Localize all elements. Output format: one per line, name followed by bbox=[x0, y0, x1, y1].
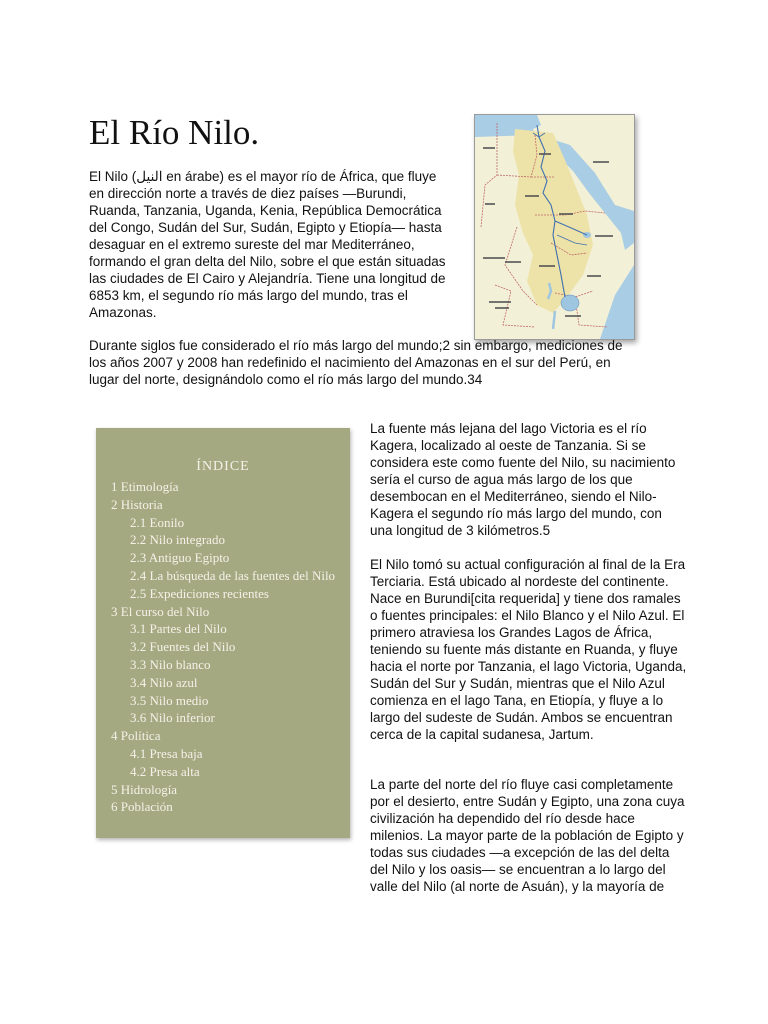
toc-item[interactable]: 6 Población bbox=[111, 799, 173, 815]
toc-item[interactable]: 4.1 Presa baja bbox=[130, 745, 203, 761]
toc-item[interactable]: 2.2 Nilo integrado bbox=[130, 532, 225, 548]
toc-title: ÍNDICE bbox=[196, 459, 250, 474]
toc-item[interactable]: 3 El curso del Nilo bbox=[111, 603, 210, 619]
toc-item[interactable]: 3.4 Nilo azul bbox=[130, 674, 198, 690]
toc-item[interactable]: 2.4 La búsqueda de las fuentes del Nilo bbox=[130, 567, 336, 583]
toc-item[interactable]: 4.2 Presa alta bbox=[130, 763, 200, 779]
toc-item[interactable]: 3.1 Partes del Nilo bbox=[130, 621, 227, 637]
toc-item[interactable]: 3.6 Nilo inferior bbox=[130, 710, 215, 726]
toc-item[interactable]: 2 Historia bbox=[111, 496, 163, 512]
table-of-contents bbox=[96, 428, 350, 838]
toc-item[interactable]: 3.3 Nilo blanco bbox=[130, 656, 211, 672]
page-title: El Río Nilo. bbox=[89, 113, 260, 152]
configuration-paragraph: El Nilo tomó su actual configuración al final de la Era Terciaria. Está ubicado al nordeste del continente. Nace en Burundi[cita requerida] y tiene dos ramales o fuentes principales: el Nilo Blanco y el Nilo Azul. El primero atraviesa los Grandes Lagos de África, teniendo su fuente más distante en Ruanda, y fluye hacia el norte por Tanzania, el lago Victoria, Uganda, Sudán del Sur y Sudán, mientras que el Nilo Azul comienza en el lago Tana, en Etiopía, y fluye a lo largo del sudeste de Sudán. Ambos se encuentran cerca de la capital sudanesa, Jartum. bbox=[370, 557, 687, 742]
history-paragraph: Durante siglos fue considerado el río más largo del mundo;2 sin embargo, mediciones de los años 2007 y 2008 han redefinido el nacimiento del Amazonas en el sur del Perú, en lugar del norte, designándolo como el río más largo del mundo.34 bbox=[89, 338, 623, 387]
toc-item[interactable]: 2.1 Eonilo bbox=[130, 514, 185, 530]
toc-item[interactable]: 4 Política bbox=[111, 728, 161, 744]
north-paragraph: La parte del norte del río fluye casi completamente por el desierto, entre Sudán y Egipto, una zona cuya civilización ha dependido del río desde hace milenios. La mayor parte de la población de Egipto y todas sus ciudades —a excepción de las del delta del Nilo y los oasis— se encuentran a lo largo del valle del Nilo (al norte de Asuán), y la mayoría de bbox=[370, 777, 685, 894]
toc-item[interactable]: 1 Etimología bbox=[111, 479, 179, 494]
intro-paragraph: El Nilo (النيل en árabe) es el mayor río de África, que fluye en dirección norte a través de diez países —Burundi, Ruanda, Tanzania, Uganda, Kenia, República Democrática del Congo, Sudán del Sur, Sudán, Egipto y Etiopía— hasta desaguar en el extremo sureste del mar Mediterráneo, formando el gran delta del Nilo, sobre el que están situadas las ciudades de El Cairo y Alejandría. Tiene una longitud de 6853 km, el segundo río más largo del mundo, tras el Amazonas. bbox=[89, 169, 446, 320]
source-paragraph: La fuente más lejana del lago Victoria es el río Kagera, localizado al oeste de Tanzania. Si se considera este como fuente del Nilo, su nacimiento sería el curso de agua más largo de los que desembocan en el Mediterráneo, siendo el Nilo-Kagera el segundo río más largo del mundo, con una longitud de 3 kilómetros.5 bbox=[370, 421, 676, 538]
toc-item[interactable]: 2.3 Antiguo Egipto bbox=[130, 550, 230, 566]
toc-item[interactable]: 5 Hidrología bbox=[111, 781, 178, 797]
toc-item[interactable]: 3.2 Fuentes del Nilo bbox=[130, 639, 236, 655]
nile-basin-map-icon bbox=[474, 114, 635, 340]
toc-list bbox=[111, 478, 347, 816]
toc-item[interactable]: 2.5 Expediciones recientes bbox=[130, 585, 269, 601]
toc-item[interactable]: 3.5 Nilo medio bbox=[130, 692, 209, 708]
